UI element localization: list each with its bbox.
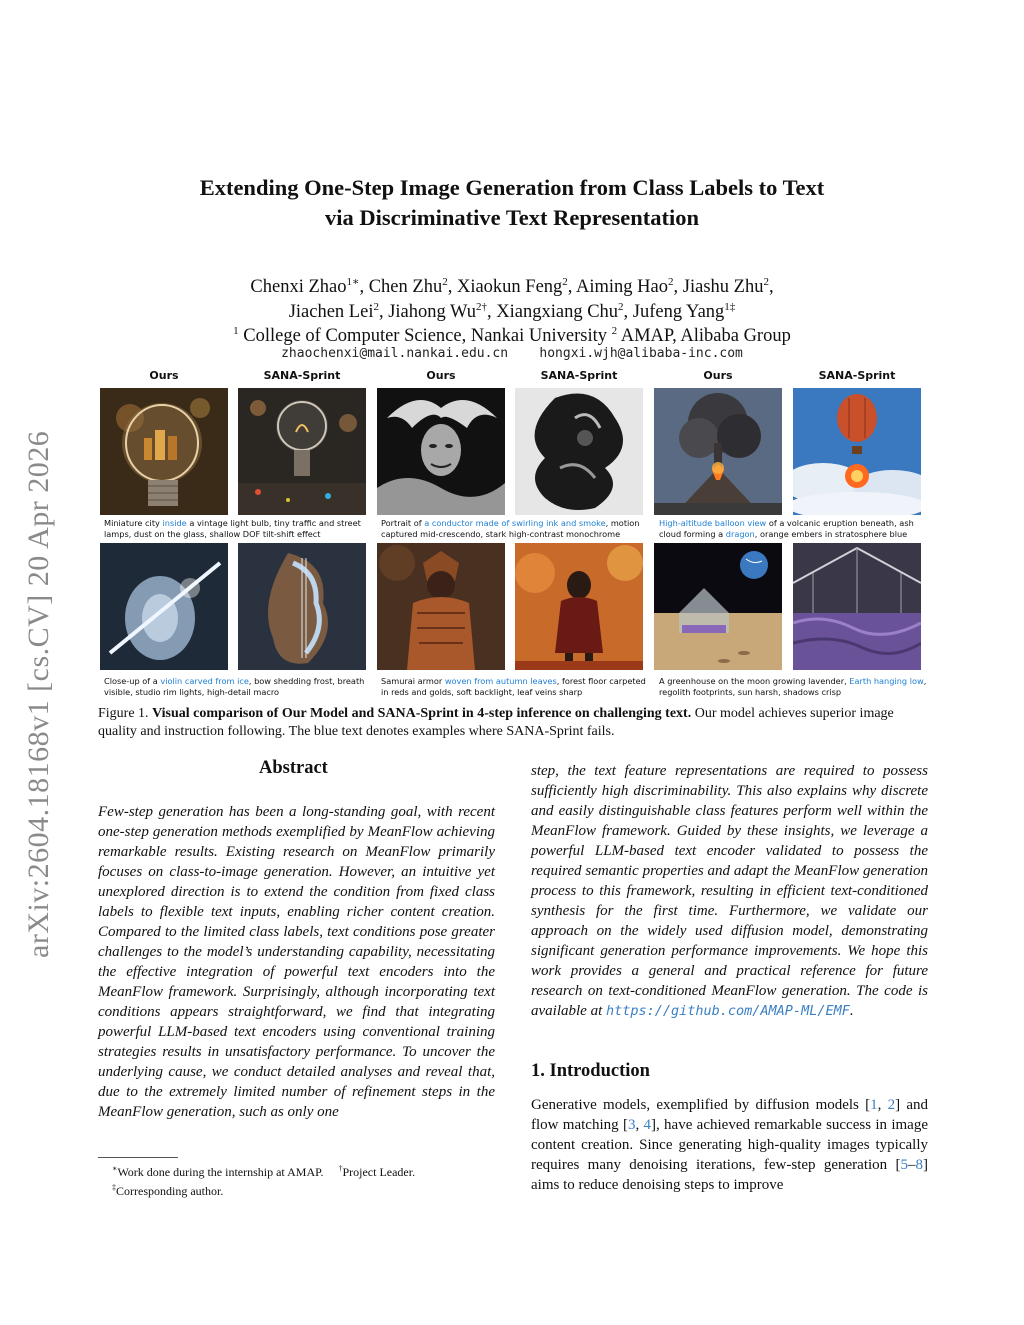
introduction-body: Generative models, exemplified by diffusion models [1, 2] and flow matching [3, 4], have achieved remarkable success in image content creation. Since generating high-quality images typically requires many denoising iterations, few-step generation [5–8] aims to reduce denoising steps to improve bbox=[531, 1097, 928, 1193]
citation-link[interactable]: 3 bbox=[627, 1117, 636, 1133]
image-volcano-ours bbox=[654, 388, 782, 515]
image-ink-conductor-sana bbox=[515, 388, 643, 515]
citation-link[interactable]: 1 bbox=[870, 1097, 878, 1113]
paper-title-line-1: Extending One-Step Image Generation from Class Labels to Text bbox=[199, 175, 825, 200]
caption-volcano-balloon: High-altitude balloon view of a volcanic eruption beneath, ash cloud forming a dragon, orange embers in stratosphere blue bbox=[659, 518, 914, 539]
author-line-2: Jiachen Lei$^2$, Jiahong $Wu^{2\dagger}$, Xiangxiang Chu$^2$, Jufeng Yang$^{1\ddagger}$ bbox=[288, 301, 736, 323]
image-lightbulb-city-ours bbox=[100, 388, 228, 515]
author-emails: zhaochenxi@mail.nankai.edu.cn hongxi.wjh@alibaba-inc.com bbox=[281, 346, 743, 361]
citation-link[interactable]: 8 bbox=[915, 1157, 923, 1173]
author-line-1: Chenxi Zhao$^{1∗}$, Chen Zhu$^2$, Xiaokun Feng$^2$, Aiming Hao$^2$, Jiashu Zhu$^2$, bbox=[250, 276, 774, 298]
figure-1-caption: Figure 1. Visual comparison of Our Model and SANA-Sprint in 4-step inference on challenging text. Our model achieves superior image quality and instruction following. The blue text denotes examples where SANA-Sprint fails. bbox=[98, 706, 894, 739]
citation-link[interactable]: 2 bbox=[887, 1097, 896, 1113]
introduction-heading: 1. Introduction bbox=[531, 1061, 650, 1081]
footnotes: ∗Work done during the internship at AMAP. †Project Leader. ‡Corresponding author. bbox=[112, 1164, 416, 1198]
fig-label-ours-2: Ours bbox=[426, 369, 456, 382]
fig-label-ours-3: Ours bbox=[703, 369, 733, 382]
arxiv-identifier: arXiv:2604.18168v1 [cs.CV] 20 Apr 2026 bbox=[22, 430, 55, 958]
abstract-heading: Abstract bbox=[259, 758, 328, 778]
fig-label-sana-1: SANA-Sprint bbox=[263, 369, 341, 382]
caption-leaf-samurai: Samurai armor woven from autumn leaves, forest floor carpeted in reds and golds, soft backlight, leaf veins sharp bbox=[381, 676, 646, 697]
image-leaf-samurai-sana bbox=[515, 543, 643, 670]
fig-label-sana-3: SANA-Sprint bbox=[818, 369, 896, 382]
image-leaf-samurai-ours bbox=[377, 543, 505, 670]
fig-label-sana-2: SANA-Sprint bbox=[540, 369, 618, 382]
abstract-body-right: step, the text feature representations are required to possess sufficiently high discriminability. This also explains why discrete and easily distinguishable class features perform well within the MeanFlow framework. Guided by these insights, we leverage a powerful LLM-based text encoder validated to possess the required semantic properties and adapt the MeanFlow generation process to this framework, resulting in efficient text-conditioned synthesis for the first time. Furthermore, we validate our approach on the widely used diffusion model, demonstrating significant generation performance improvements. We hope this work provides a general and practical reference for future research on text-conditioned MeanFlow generation. The code is available at https://github.com/AMAP-ML/EMF. bbox=[531, 763, 928, 1019]
image-volcano-sana bbox=[793, 388, 921, 515]
citation-link[interactable]: 4 bbox=[643, 1117, 651, 1133]
caption-ice-violin: Close-up of a violin carved from ice, bow shedding frost, breath visible, studio rim lights, high-detail macro bbox=[104, 676, 365, 697]
image-ice-violin-ours bbox=[100, 543, 228, 670]
footnote-divider bbox=[98, 1157, 178, 1158]
abstract-body-left: Few-step generation has been a long-standing goal, with recent one-step generation methods exemplified by MeanFlow achieving remarkable results. Existing research on MeanFlow primarily focuses on class-to-image generation. However, an intuitive yet unexplored direction is to extend the condition from fixed class labels to flexible text inputs, enabling richer content creation. Compared to the limited class labels, text conditions pose greater challenges to the model’s understanding capability, necessitating the effective integration of powerful text encoders into the MeanFlow framework. Surprisingly, although incorporating text conditions appears straightforward, we find that integrating powerful LLM-based text encoders using conventional training strategies results in unsatisfactory performance. To uncover the underlying cause, we conduct detailed analyses and reveal that, due to the extremely limited number of refinement steps in the MeanFlow generation, such as only one bbox=[98, 804, 495, 1120]
citation-link[interactable]: 5 bbox=[900, 1157, 908, 1173]
caption-moon-greenhouse: A greenhouse on the moon growing lavender, Earth hanging low, regolith footprints, sun harsh, shadows crisp bbox=[659, 676, 927, 697]
fig-label-ours-1: Ours bbox=[149, 369, 179, 382]
image-moon-greenhouse-sana bbox=[793, 543, 921, 670]
caption-lightbulb: Miniature city inside a vintage light bulb, tiny traffic and street lamps, dust on the glass, shallow DOF tilt-shift effect bbox=[104, 518, 361, 539]
code-link[interactable]: https://github.com/AMAP-ML/EMF bbox=[606, 1003, 850, 1019]
image-moon-greenhouse-ours bbox=[654, 543, 782, 670]
image-ice-violin-sana bbox=[238, 543, 366, 670]
caption-ink-conductor: Portrait of a conductor made of swirling ink and smoke, motion captured mid-crescendo, stark high-contrast monochrome bbox=[381, 518, 640, 539]
image-ink-conductor-ours bbox=[377, 388, 505, 515]
paper-title-line-2: via Discriminative Text Representation bbox=[325, 205, 699, 230]
affiliations: $^1$ College of Computer Science, Nankai University $^2$ AMAP, Alibaba Group bbox=[233, 325, 791, 347]
image-lightbulb-city-sana bbox=[238, 388, 366, 515]
